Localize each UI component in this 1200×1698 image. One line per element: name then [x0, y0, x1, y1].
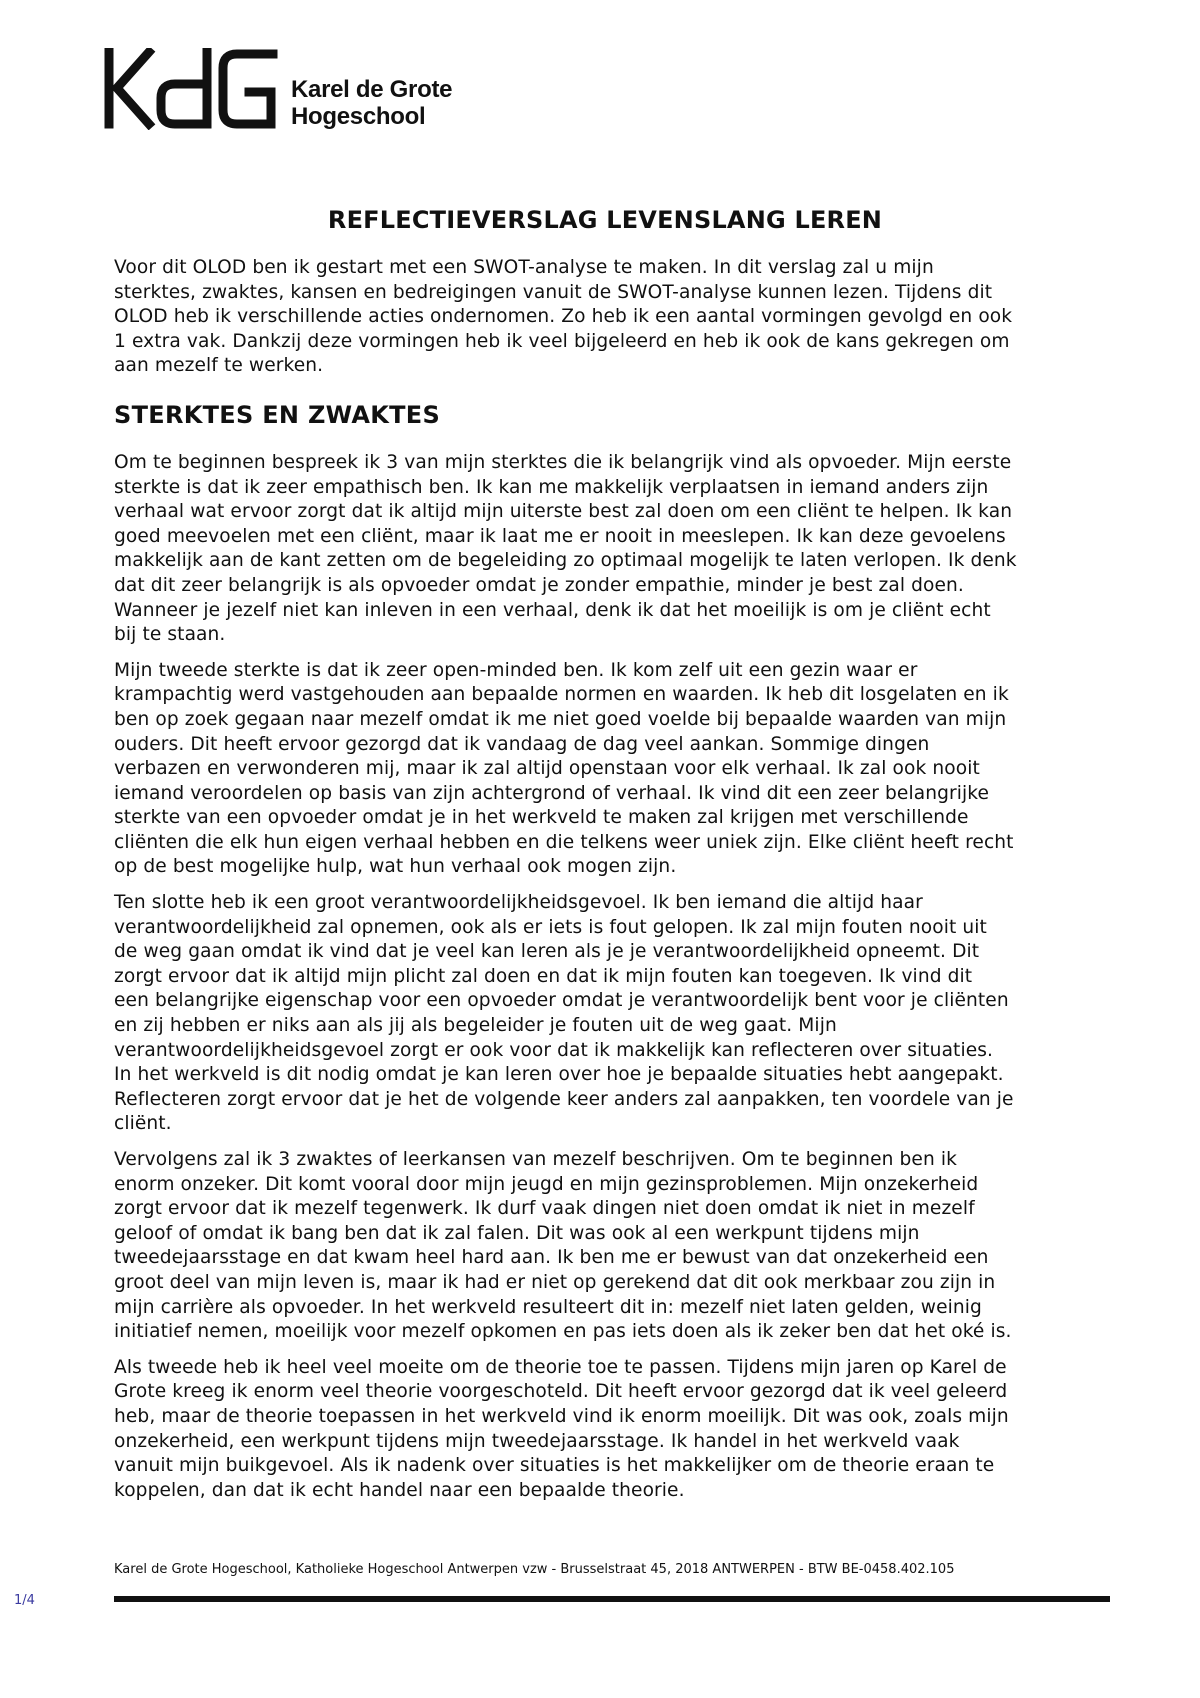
footer-divider — [114, 1596, 1110, 1602]
footer-address: Karel de Grote Hogeschool, Katholieke Hogeschool Antwerpen vzw - Brusselstraat 45, 2018 ANTWERPEN - BTW BE-0458.402.105 — [114, 1562, 955, 1577]
paragraph: Als tweede heb ik heel veel moeite om de theorie toe te passen. Tijdens mijn jaren op Karel de Grote kreeg ik enorm veel theorie voorgeschoteld. Dit heeft ervoor gezorgd dat ik veel geleerd heb, maar de theorie toepassen in het werkveld vind ik enorm moeilijk. Dit was ook, zoals mijn onzekerheid, een werkpunt tijdens mijn tweedejaarsstage. Ik handel in het werkveld vaak vanuit mijn buikgevoel. Als ik nadenk over situaties is het makkelijker om de theorie eraan te koppelen, dan dat ik echt handel naar een bepaalde theorie. — [114, 1356, 1009, 1501]
kdg-logo-mark — [103, 48, 279, 130]
institution-name-line2: Hogeschool — [291, 103, 426, 130]
page-number: 1/4 — [14, 1593, 35, 1608]
paragraph: Mijn tweede sterkte is dat ik zeer open-minded ben. Ik kom zelf uit een gezin waar er krampachtig werd vastgehouden aan bepaalde normen en waarden. Ik heb dit losgelaten en ik ben op zoek gegaan naar mezelf omdat ik me niet goed voelde bij bepaalde waarden van mijn ouders. Dit heeft ervoor gezorgd dat ik vandaag de dag veel aankan. Sommige dingen verbazen en verwonderen mij, maar ik zal altijd openstaan voor elk verhaal. Ik zal ook nooit iemand veroordelen op basis van zijn achtergrond of verhaal. Ik vind dit een zeer belangrijke sterkte van een opvoeder omdat je in het werkveld te maken zal krijgen met verschillende cliënten die elk hun eigen verhaal hebben en die telkens weer uniek zijn. Elke cliënt heeft recht op de best mogelijke hulp, wat hun verhaal ook mogen zijn. — [114, 659, 1014, 878]
institution-name — [291, 76, 452, 130]
paragraph: Vervolgens zal ik 3 zwaktes of leerkansen van mezelf beschrijven. Om te beginnen ben ik enorm onzeker. Dit komt vooral door mijn jeugd en mijn gezinsproblemen. Mijn onzekerheid zorgt ervoor dat ik mezelf tegenwerk. Ik durf vaak dingen niet doen omdat ik niet in mezelf geloof of omdat ik bang ben dat ik zal falen. Dit was ook al een werkpunt tijdens mijn tweedejaarsstage en dat kwam heel hard aan. Ik ben me er bewust van dat onzekerheid een groot deel van mijn leven is, maar ik had er niet op gerekend dat dit ook merkbaar zou zijn in mijn carrière als opvoeder. In het werkveld resulteert dit in: mezelf niet laten gelden, weinig initiatief nemen, moeilijk voor mezelf opkomen en pas iets doen als ik zeker ben dat het oké is. — [114, 1149, 1012, 1343]
kdg-logo — [103, 48, 452, 130]
paragraph: Ten slotte heb ik een groot verantwoordelijkheidsgevoel. Ik ben iemand die altijd haar verantwoordelijkheid zal opnemen, ook als er iets is fout gelopen. Ik zal mijn fouten nooit uit de weg gaan omdat ik vind dat je veel kan leren als je je verantwoordelijkheid opneemt. Dit zorgt ervoor dat ik altijd mijn plicht zal doen en dat ik mijn fouten kan toegeven. Ik vind dit een belangrijke eigenschap voor een opvoeder omdat je verantwoordelijk bent voor je cliënten en zij hebben er niks aan als jij als begeleider je fouten uit de weg gaat. Mijn verantwoordelijkheidsgevoel zorgt er ook voor dat ik makkelijk kan reflecteren over situaties. In het werkveld is dit nodig omdat je kan leren over hoe je bepaalde situaties hebt aangepakt. Reflecteren zorgt ervoor dat je het de volgende keer anders zal aanpakken, ten voordele van je cliënt. — [114, 892, 1014, 1135]
section-heading: STERKTES EN ZWAKTES — [114, 400, 441, 429]
paragraph: Om te beginnen bespreek ik 3 van mijn sterktes die ik belangrijk vind als opvoeder. Mijn eerste sterkte is dat ik zeer empathisch ben. Ik kan me makkelijk verplaatsen in iemand anders zijn verhaal wat ervoor zorgt dat ik altijd mijn uiterste best zal doen om een cliënt te helpen. Ik kan goed meevoelen met een cliënt, maar ik laat me er nooit in meeslepen. Ik kan deze gevoelens makkelijk aan de kant zetten om de begeleiding zo optimaal mogelijk te laten verlopen. Ik denk dat dit zeer belangrijk is als opvoeder omdat je zonder empathie, minder je best zal doen. Wanneer je jezelf niet kan inleven in een verhaal, denk ik dat het moeilijk is om je cliënt echt bij te staan. — [114, 451, 1017, 646]
institution-name-line1: Karel de Grote — [291, 76, 453, 103]
intro-paragraph: Voor dit OLOD ben ik gestart met een SWOT-analyse te maken. In dit verslag zal u mijn sterktes, zwaktes, kansen en bedreigingen vanuit de SWOT-analyse kunnen lezen. Tijdens dit OLOD heb ik verschillende acties ondernomen. Zo heb ik een aantal vormingen gevolgd en ook 1 extra vak. Dankzij deze vormingen heb ik veel bijgeleerd en heb ik ook de kans gekregen om aan mezelf te werken. — [114, 257, 1013, 377]
document-body — [114, 206, 1096, 1514]
document-title: REFLECTIEVERSLAG LEVENSLANG LEREN — [327, 206, 883, 234]
